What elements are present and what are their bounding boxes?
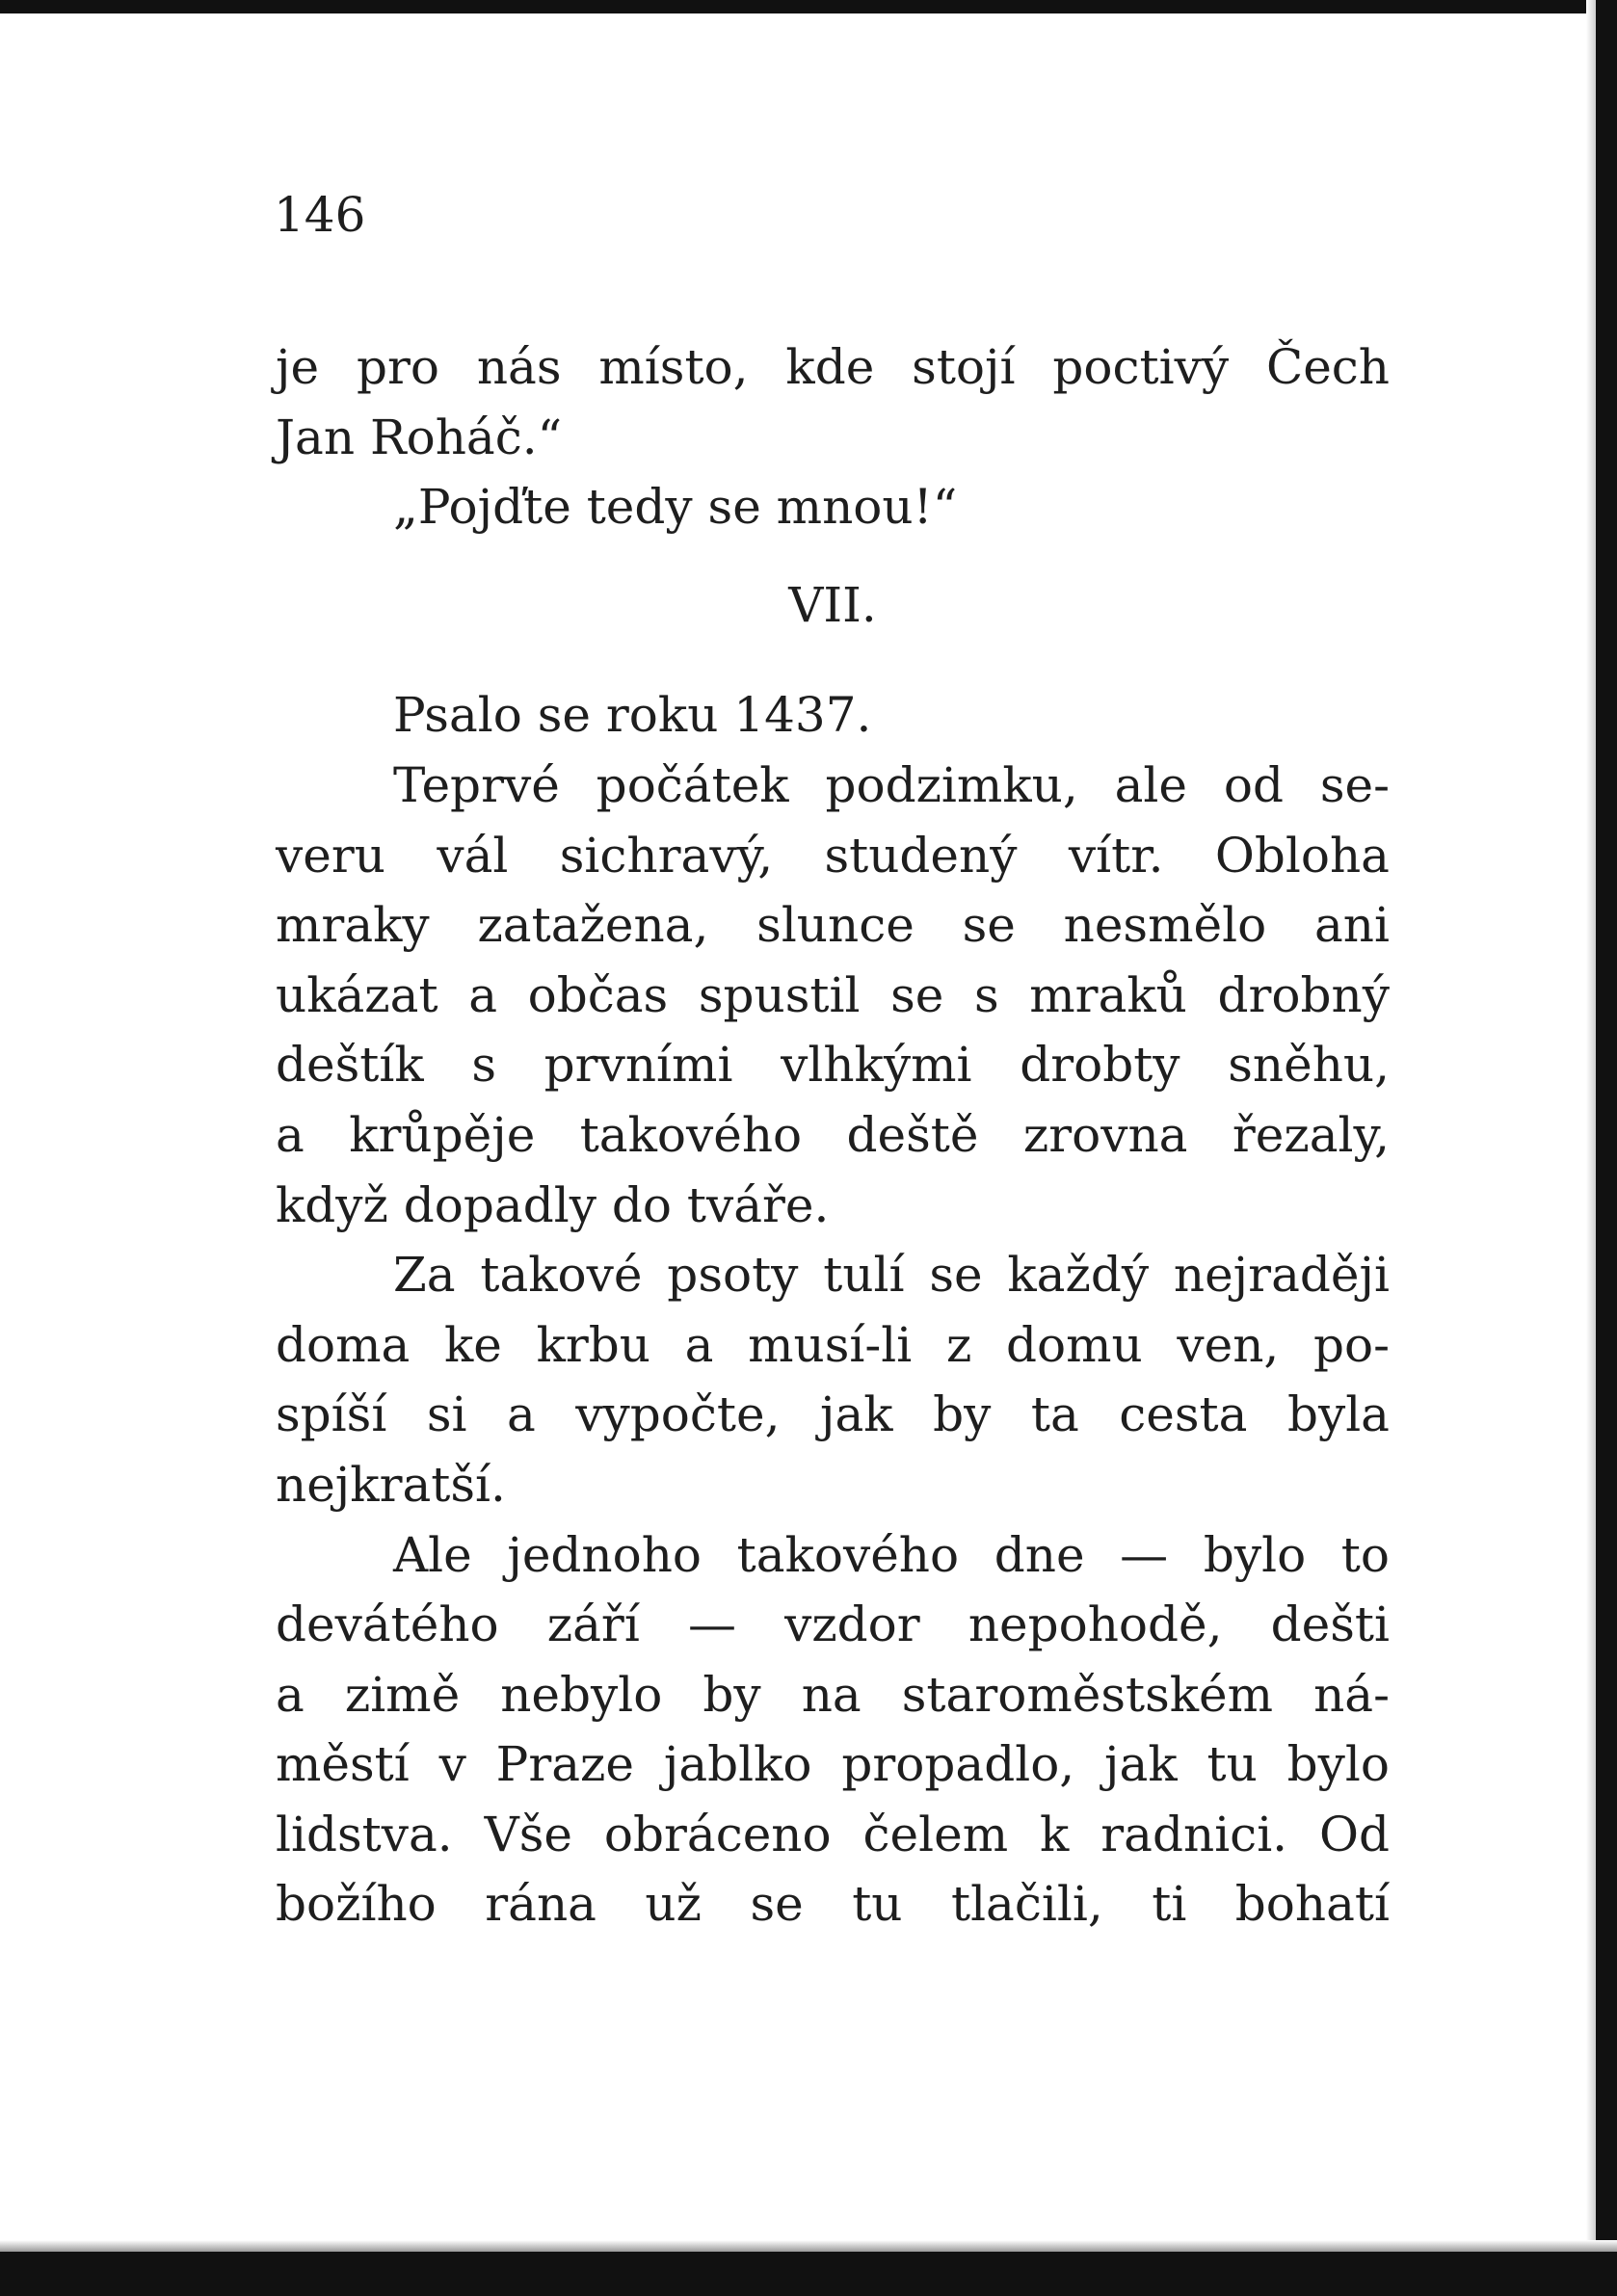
text-line: ukázat a občas spustil se s mraků drobný [276,966,1390,1023]
text-line: když dopadly do tváře. [276,1176,830,1233]
text-line: a zimě nebylo by na staroměstském ná- [276,1666,1390,1723]
chapter-heading: VII. [788,576,877,633]
spacer [276,640,1390,680]
scan-edge-top [0,0,1617,13]
text-line: božího rána už se tu tlačili, ti bohatí [276,1876,1390,1933]
page-text [276,332,1390,1940]
text-line: městí v Praze jablko propadlo, jak tu bylo [276,1736,1390,1793]
scan-edge-bottom [0,2252,1617,2296]
page-number: 146 [274,187,366,243]
scan-edge-shadow [1586,0,1596,2296]
scan-edge-right [1596,0,1617,2296]
text-line: je pro nás místo, kde stojí poctivý Čech [276,339,1390,395]
text-line: mraky zatažena, slunce se nesmělo ani [276,897,1390,954]
text-line: a krůpěje takového deště zrovna řezaly, [276,1106,1390,1163]
text-line: nejkratší. [276,1456,506,1513]
text-line: Psalo se roku 1437. [393,687,872,744]
spacer [276,542,1390,570]
text-line: „Pojďte tedy se mnou!“ [393,479,958,536]
text-line: Jan Roháč.“ [276,409,563,465]
scan-edge-bottom-shadow [0,2240,1617,2252]
text-line: devátého září — vzdor nepohodě, dešti [276,1597,1390,1653]
text-line: Ale jednoho takového dne — bylo to [393,1526,1390,1583]
text-line: doma ke krbu a musí-li z domu ven, po- [276,1316,1390,1373]
text-line: veru vál sichravý, studený vítr. Obloha [276,827,1390,884]
text-line: lidstva. Vše obráceno čelem k radnici. Od [276,1806,1390,1862]
text-line: Teprvé počátek podzimku, ale od se- [393,756,1390,813]
text-line: spíší si a vypočte, jak by ta cesta byla [276,1386,1390,1443]
text-line: deštík s prvními vlhkými drobty sněhu, [276,1037,1390,1094]
text-line: Za takové psoty tulí se každý nejraději [393,1247,1390,1304]
